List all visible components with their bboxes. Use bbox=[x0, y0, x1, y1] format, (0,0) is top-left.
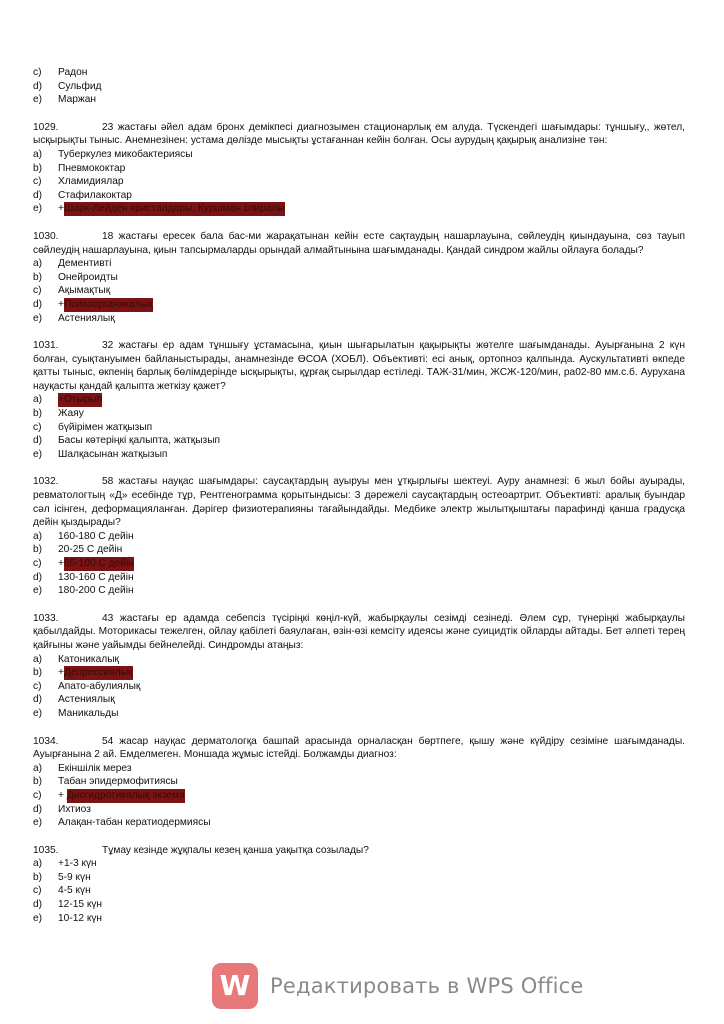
question-text bbox=[33, 844, 685, 858]
option-text: Басы көтеріңкі қалыпта, жатқызып bbox=[58, 435, 221, 447]
question-number: 1030. bbox=[33, 230, 59, 242]
option-letter: d) bbox=[33, 189, 43, 201]
option-item bbox=[33, 284, 685, 298]
option-text: Астениялық bbox=[58, 694, 115, 706]
option-item bbox=[33, 257, 685, 271]
option-letter: d) bbox=[33, 435, 43, 447]
option-item bbox=[33, 421, 685, 435]
option-text: Жаяу bbox=[58, 408, 84, 420]
option-text: бүйірімен жатқызып bbox=[58, 421, 153, 433]
question-number: 1031. bbox=[33, 340, 59, 352]
option-letter: c) bbox=[33, 176, 42, 188]
question-text bbox=[33, 230, 685, 257]
question-body: 32 жастағы ер адам тұншығу ұстамасына, қиын шығарылатын қақырықты жөтелге шағымданады. Ауырғанына 2 күн болған, суықтануымен байланыстырады, анамнезінде ӨСОА (ХОБЛ). Объективті: есі анық, ортопноэ қалпында. Аускультативті өкпеде қатты тыныс, өкпенің барлық бөлімдерінде ысқырықты, құрғақ сырылдар естіледі. ТАЖ-31/мин, ЖСЖ-120/мин, pa02-80 мм.с.б. Аурухана науқасты қандай қалыпта жеткізу қажет? bbox=[33, 340, 685, 392]
question-body: 54 жасар науқас дерматологқа башпай арасында орналасқан бөртпеге, қышу және күйдіру сезіміне шағымданады. Ауырғанына 2 ай. Емделмеген. Моншада жұмыс істейді. Болжамды диагноз: bbox=[33, 735, 685, 761]
option-letter: a) bbox=[33, 148, 43, 160]
option-letter: c) bbox=[33, 680, 42, 692]
option-text: Маржан bbox=[58, 94, 97, 106]
option-item-answer bbox=[33, 666, 685, 680]
option-text: 20-25 С дейін bbox=[58, 544, 123, 556]
question-text bbox=[33, 612, 685, 653]
option-item bbox=[33, 680, 685, 694]
option-item bbox=[33, 530, 685, 544]
question-number: 1034. bbox=[33, 735, 59, 747]
option-letter: c) bbox=[33, 789, 42, 801]
question-block bbox=[33, 339, 685, 461]
option-item bbox=[33, 175, 685, 189]
option-text: Ихтиоз bbox=[58, 803, 91, 815]
option-item bbox=[33, 707, 685, 721]
option-letter: c) bbox=[33, 67, 42, 78]
option-text: +1-3 күн bbox=[58, 858, 97, 870]
question-body: 58 жастағы науқас шағымдары: саусақтардың ауыруы мен ұтқырлығы шектеуі. Ауру анамнезі: 6 жыл бойы ауырады, ревматологтың «Д» есебінде тұр, Рентгенограмма қорытындысы: 3 дәрежелі саусақтардың остеоартрит. Объективті: аралық буындар сәл ісінген, деформацияланған. Дәрігер физиотерапияны тағайындайды. Медбике электр жылытқыштағы парафинді қанша градусқа дейін қыздырады? bbox=[33, 476, 685, 529]
question-body: 23 жастағы әйел адам бронх демікпесі диагнозымен стационарлық ем алуда. Түскендегі шағымдары: тұншығу,, жөтел, ысқырықты тыныс. Анемнезінен: устама дөлізде мысықты ұстағаннан кейін болған. Осы аурудың қақырық анализіне тән: bbox=[33, 121, 685, 147]
option-text: Хламидиялар bbox=[58, 176, 124, 188]
wps-logo-icon[interactable]: W bbox=[212, 963, 258, 1009]
option-text: Дементивті bbox=[58, 258, 112, 270]
option-letter: e) bbox=[33, 312, 43, 324]
option-text: Табан эпидермофитиясы bbox=[58, 776, 178, 788]
option-text: Маникальды bbox=[58, 707, 119, 719]
option-letter: e) bbox=[33, 707, 43, 719]
question-number: 1032. bbox=[33, 476, 59, 488]
option-letter: b) bbox=[33, 408, 43, 420]
question-block bbox=[33, 735, 685, 830]
question-number: 1029. bbox=[33, 121, 59, 133]
option-item bbox=[33, 434, 685, 448]
answer-marker: + bbox=[58, 558, 64, 569]
option-letter: c) bbox=[33, 558, 42, 569]
highlighted-answer-text: Шарк-Лейден кристалдары, Куршман спиралы bbox=[63, 203, 285, 215]
option-text: 12-15 күн bbox=[58, 899, 103, 911]
option-item bbox=[33, 803, 685, 817]
option-text: 160-180 С дейін bbox=[58, 530, 134, 542]
option-text: Стафилакоктар bbox=[58, 189, 132, 201]
option-letter: b) bbox=[33, 271, 43, 283]
question-text bbox=[33, 735, 685, 762]
question-block bbox=[33, 475, 685, 597]
option-letter: b) bbox=[33, 162, 43, 174]
option-letter: b) bbox=[33, 667, 43, 679]
question-list bbox=[33, 121, 685, 925]
option-item bbox=[33, 762, 685, 776]
option-letter: b) bbox=[33, 776, 43, 788]
option-item bbox=[33, 80, 685, 94]
highlighted-answer-text: Дисгидротикалық экзема bbox=[66, 789, 185, 801]
answer-marker: + bbox=[58, 203, 64, 215]
option-item-answer bbox=[33, 557, 685, 571]
option-letter: a) bbox=[33, 762, 43, 774]
option-text: Алақан-табан кератиодермиясы bbox=[58, 817, 211, 829]
option-text: Сульфид bbox=[58, 80, 102, 92]
option-text: 4-5 күн bbox=[58, 885, 91, 897]
option-item bbox=[33, 871, 685, 885]
option-letter: e) bbox=[33, 448, 43, 460]
question-text bbox=[33, 339, 685, 393]
highlighted-answer-text: Психоорганикалық bbox=[63, 298, 153, 310]
option-letter: e) bbox=[33, 203, 43, 215]
option-letter: a) bbox=[33, 258, 43, 270]
question-number: 1035. bbox=[33, 844, 59, 856]
answer-marker: + bbox=[58, 298, 64, 310]
option-text: Шалқасынан жатқызып bbox=[58, 448, 168, 460]
option-letter: a) bbox=[33, 858, 43, 870]
document-page bbox=[33, 66, 685, 925]
option-letter: e) bbox=[33, 817, 43, 829]
option-item bbox=[33, 912, 685, 926]
option-letter: d) bbox=[33, 298, 43, 310]
option-letter: c) bbox=[33, 285, 42, 297]
option-letter: c) bbox=[33, 885, 42, 897]
option-text: Туберкулез микобактериясы bbox=[58, 148, 193, 160]
option-letter: d) bbox=[33, 571, 43, 583]
question-body: Тұмау кезінде жұқпалы кезең қанша уақытқа созылады? bbox=[102, 844, 369, 856]
option-item bbox=[33, 189, 685, 203]
option-text: 10-12 күн bbox=[58, 912, 103, 924]
option-item bbox=[33, 312, 685, 326]
option-item-answer bbox=[33, 202, 685, 216]
option-item bbox=[33, 775, 685, 789]
option-text: Апато-абулиялық bbox=[58, 680, 141, 692]
option-letter: d) bbox=[33, 80, 43, 92]
highlighted-answer-text: Депрессиялық bbox=[63, 667, 133, 679]
option-letter: b) bbox=[33, 544, 43, 556]
option-letter: a) bbox=[33, 394, 43, 406]
option-item bbox=[33, 584, 685, 598]
option-letter: a) bbox=[33, 530, 43, 542]
question-block bbox=[33, 230, 685, 325]
option-item bbox=[33, 898, 685, 912]
question-block bbox=[33, 612, 685, 721]
option-item-answer bbox=[33, 789, 685, 803]
option-item-answer bbox=[33, 298, 685, 312]
option-item bbox=[33, 407, 685, 421]
answer-marker: + bbox=[58, 667, 64, 679]
option-text: 180-200 С дейін bbox=[58, 585, 134, 597]
answer-marker: + bbox=[58, 789, 67, 801]
option-item bbox=[33, 162, 685, 176]
highlighted-answer-text: +Отырып bbox=[58, 394, 103, 406]
option-letter: d) bbox=[33, 694, 43, 706]
option-letter: d) bbox=[33, 899, 43, 911]
highlighted-answer-text: 65-100 С дейін bbox=[63, 558, 134, 569]
option-text: Екіншілік мерез bbox=[58, 762, 132, 774]
wps-edit-label[interactable]: Редактировать в WPS Office bbox=[270, 974, 584, 998]
option-item bbox=[33, 271, 685, 285]
option-text: Радон bbox=[58, 67, 88, 78]
option-text: Онейроидты bbox=[58, 271, 118, 283]
option-letter: e) bbox=[33, 912, 43, 924]
option-letter: e) bbox=[33, 585, 43, 597]
question-text bbox=[33, 121, 685, 148]
option-item-answer bbox=[33, 393, 685, 407]
option-item bbox=[33, 816, 685, 830]
option-item bbox=[33, 543, 685, 557]
option-text: Пневмококтар bbox=[58, 162, 126, 174]
option-letter: d) bbox=[33, 803, 43, 815]
option-item bbox=[33, 571, 685, 585]
option-letter: a) bbox=[33, 653, 43, 665]
option-item bbox=[33, 857, 685, 871]
question-block bbox=[33, 844, 685, 926]
option-item bbox=[33, 693, 685, 707]
option-item bbox=[33, 66, 685, 80]
option-letter: b) bbox=[33, 871, 43, 883]
option-letter: c) bbox=[33, 421, 42, 433]
top-options bbox=[33, 66, 685, 107]
option-item bbox=[33, 148, 685, 162]
question-text bbox=[33, 475, 685, 529]
wps-edit-banner[interactable] bbox=[212, 963, 584, 1009]
option-letter: e) bbox=[33, 94, 43, 106]
option-text: Ақымақтық bbox=[58, 285, 111, 297]
question-body: 43 жастағы ер адамда себепсіз түсіріңкі көңіл-күй, жабырқаулы сезімді сезінеді. Әлем сұр, түнеріңкі жабырқаулы қабылдайды. Моторикасы тежелген, ойлау қабілеті баяулаған, өзін-өзі кемсіту идеясы және суицидтік ойларды айтады. Бет әлпеті терең қайғыны және уайымды бейнелейді. Синдромды атаңыз: bbox=[33, 612, 685, 651]
option-item bbox=[33, 884, 685, 898]
option-text: Катоникалық bbox=[58, 653, 119, 665]
option-item bbox=[33, 653, 685, 667]
option-item bbox=[33, 93, 685, 107]
option-text: 130-160 С дейін bbox=[58, 571, 134, 583]
question-body: 18 жастағы ересек бала бас-ми жарақатынан кейін есте сақтаудың нашарлауына, сөйлеудің қиындауына, сөз тауып сөйлеудің нашарлауына, қиын тапсырмаларды орындай алмайтынына шағымданады. Қандай синдром жайлы ойлауға болады? bbox=[33, 230, 685, 256]
option-item bbox=[33, 448, 685, 462]
option-text: 5-9 күн bbox=[58, 871, 91, 883]
question-block bbox=[33, 121, 685, 216]
question-number: 1033. bbox=[33, 612, 59, 624]
option-text: Астениялық bbox=[58, 312, 115, 324]
